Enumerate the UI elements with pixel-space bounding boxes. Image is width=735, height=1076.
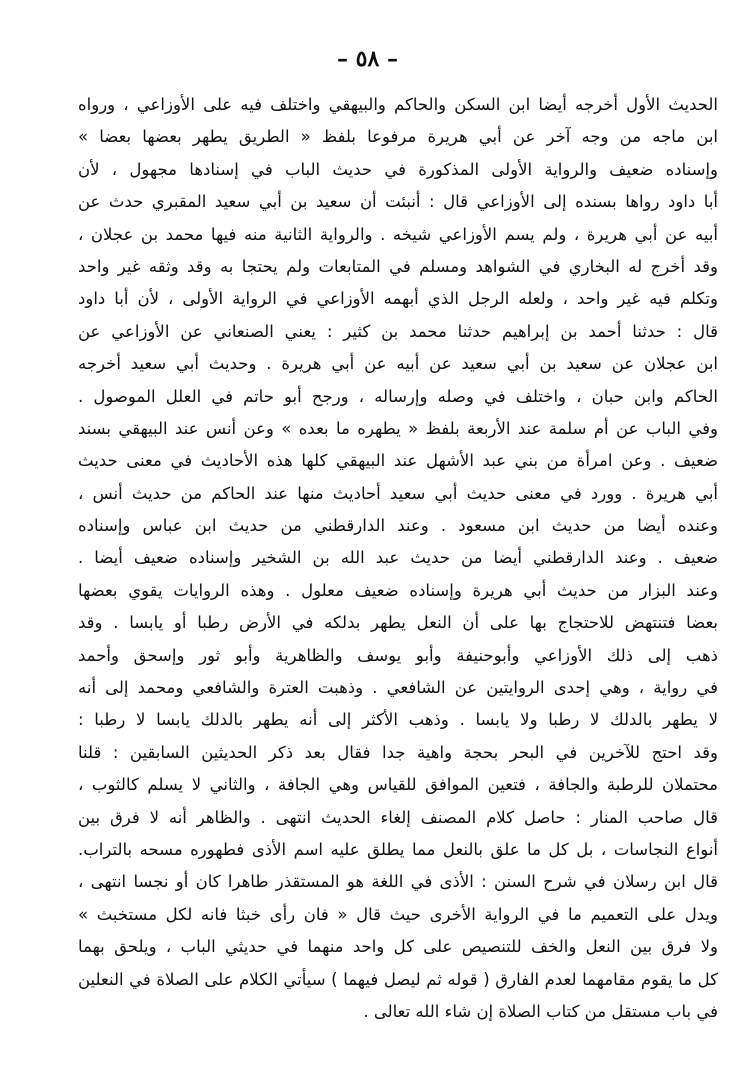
text-line: ولا فرق بين النعل والخف للتنصيص على كل واحد منهما في حديثي الباب ، ويلحق بهما xyxy=(78,937,718,957)
text-line: وفي الباب عن أم سلمة عند الأربعة بلفظ « يطهره ما بعده » وعن أنس عند البيهقي بسند xyxy=(78,418,718,438)
text-line: قال : حدثنا أحمد بن إبراهيم حدثنا محمد بن كثير : يعني الصنعاني عن الأوزاعي عن xyxy=(78,321,718,341)
text-line: في باب مستقل من كتاب الصلاة إن شاء الله تعالى . xyxy=(363,1001,718,1021)
text-line: ضعيف . وعند الدارقطني أيضا من حديث عبد الله بن الشخير وإسناده ضعيف أيضا . xyxy=(78,548,718,568)
text-line: في رواية ، وهي إحدى الروايتين عن الشافعي . وذهبت العترة والشافعي ومحمد إلى أنه xyxy=(78,678,718,698)
text-line: كل ما يقوم مقامهما لعدم الفارق ( قوله ثم ليصل فيهما ) سيأتي الكلام على الصلاة في النعلين xyxy=(78,969,718,989)
text-line: وإسناده ضعيف والرواية الأولى المذكورة في حديث الباب في إسنادها مجهول ، لأن xyxy=(78,159,718,179)
text-line: أبيه عن أبي هريرة ، ولم يسم الأوزاعي شيخه . والرواية الثانية منه فيها محمد بن عجلان ، xyxy=(78,224,718,244)
text-line: ابن ماجه من وجه آخر عن أبي هريرة مرفوعا بلفظ « الطريق يطهر بعضها بعضا » xyxy=(78,127,718,147)
text-line: قال صاحب المنار : حاصل كلام المصنف إلغاء الحديث انتهى . والظاهر أنه لا فرق بين xyxy=(78,807,718,827)
body-text xyxy=(78,89,718,1028)
text-line: ابن عجلان عن سعيد بن أبي سعيد عن أبيه عن أبي هريرة . وحديث أبي سعيد أخرجه xyxy=(78,354,718,374)
text-line: وعند البزار من حديث أبي هريرة وإسناده ضعيف معلول . وهذه الروايات يقوي بعضها xyxy=(78,580,718,600)
text-line: قال ابن رسلان في شرح السنن : الأذى في اللغة هو المستقذر طاهرا كان أو نجسا انتهى ، xyxy=(78,872,718,892)
text-line: وعنده أيضا من حديث ابن مسعود . وعند الدارقطني من حديث ابن عباس وإسناده xyxy=(78,516,718,536)
text-line: أبا داود رواها بسنده إلى الأوزاعي قال : أنبئت أن سعيد بن أبي سعيد المقبري حدث عن xyxy=(78,192,718,212)
text-line: ويدل على التعميم ما في الرواية الأخرى حيث قال « فان رأى خبثا فانه لكل مستخبث » xyxy=(78,904,718,924)
text-line: لا يطهر بالدلك لا رطبا ولا يابسا . وذهب الأكثر إلى أنه يطهر بالدلك يابسا لا رطبا : xyxy=(78,710,718,730)
text-line: وتكلم فيه غير واحد ، ولعله الرجل الذي أبهمه الأوزاعي في الرواية الأولى ، لأن أبا داود xyxy=(78,289,718,309)
text-line: وقد أخرج له البخاري في الشواهد ومسلم في المتابعات ولم يحتجا به وقد وثقه غير واحد xyxy=(78,256,718,276)
text-line: الحاكم وابن حبان ، واختلف في وصله وإرساله ، ورجح أبو حاتم في العلل الموصول . xyxy=(78,386,718,406)
page-number: – ٥٨ – xyxy=(337,46,398,72)
text-line: ذهب إلى ذلك الأوزاعي وأبوحنيفة وأبو يوسف والظاهرية وأبو ثور وإسحق وأحمد xyxy=(78,645,718,665)
text-line: أبي هريرة . وورد في معنى حديث أبي سعيد أحاديث منها عند الحاكم من حديث أنس ، xyxy=(78,483,718,503)
text-line: محتملان للرطبة والجافة ، فتعين الموافق للقياس وهي الجافة ، والثاني لا يسلم كالثوب ، xyxy=(78,775,718,795)
text-line: الحديث الأول أخرجه أيضا ابن السكن والحاكم والبيهقي واختلف فيه على الأوزاعي ، ورواه xyxy=(78,95,718,114)
text-line: وقد احتج للآخرين في البحر بحجة واهية جدا فقال بعد ذكر الحديثين السابقين : قلنا xyxy=(78,742,718,762)
text-line: أنواع النجاسات ، بل كل ما علق بالنعل مما يطلق عليه اسم الأذى فطهوره مسحه بالتراب. xyxy=(78,839,718,859)
text-line: بعضا فتنتهض للاحتجاج بها على أن النعل يطهر بدلكه في الأرض رطبا أو يابسا . وقد xyxy=(78,613,718,633)
text-line: ضعيف . وعن امرأة من بني عبد الأشهل عند البيهقي كلها هذه الأحاديث في معنى حديث xyxy=(78,451,718,471)
